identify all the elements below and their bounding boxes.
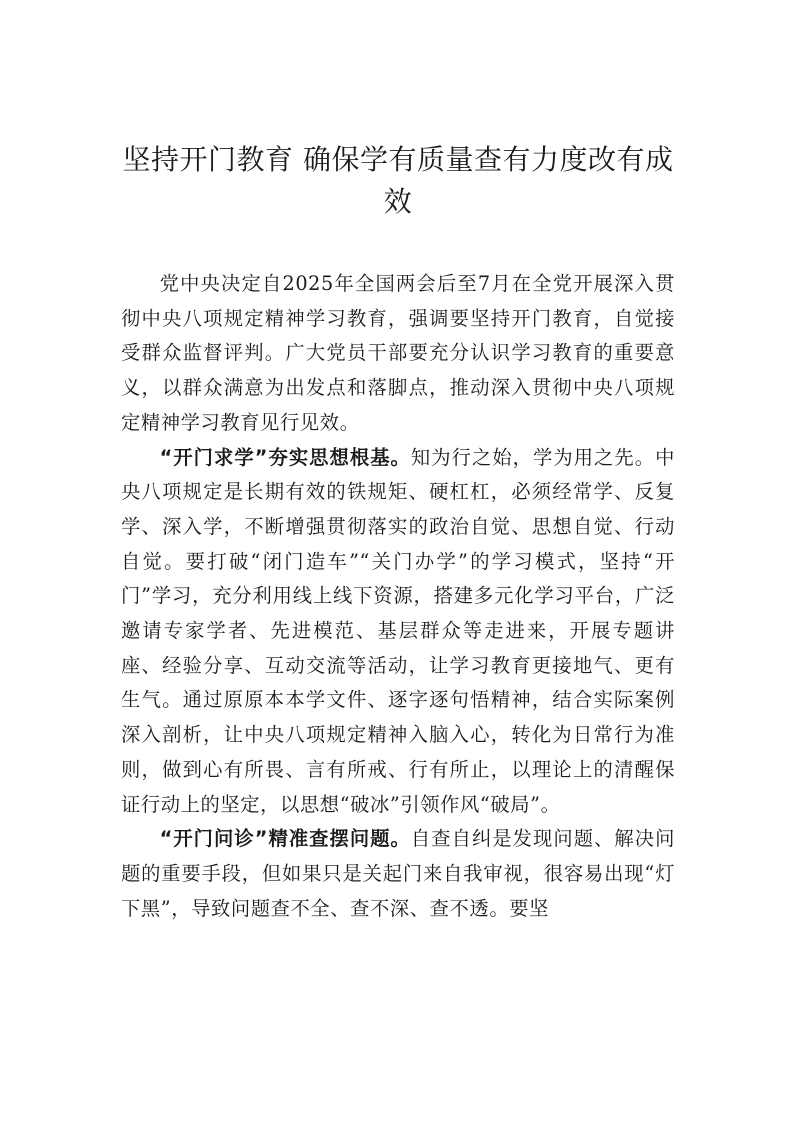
- paragraph-text: 知为行之始，学为用之先。中央八项规定是长期有效的铁规矩、硬杠杠，必须经常学、反复学、深入学，不断增强贯彻落实的政治自觉、思想自觉、行动自觉。要打破“闭门造车”“关门办学”的学习模式，坚持“开门”学习，充分利用线上线下资源，搭建多元化学习平台，广泛邀请专家学者、先进模范、基层群众等走进来，开展专题讲座、经验分享、互动交流等活动，让学习教育更接地气、更有生气。通过原原本本学文件、逐字逐句悟精神，结合实际案例深入剖析，让中央八项规定精神入脑入心，转化为日常行为准则，做到心有所畏、言有所戒、行有所止，以理论上的清醒保证行动上的坚定，以思想“破冰”引领作风“破局”。: [121, 445, 675, 816]
- paragraph-intro: [121, 267, 675, 441]
- document-title: 坚持开门教育 确保学有质量查有力度改有成效: [122, 143, 674, 218]
- document-body: [121, 267, 675, 926]
- paragraph-lead-heading: “开门求学”夯实思想根基。: [159, 445, 411, 469]
- paragraph-lead-heading: “开门问诊”精准查摆问题。: [159, 827, 411, 851]
- paragraph-open-diagnosis: [121, 822, 675, 926]
- paragraph-open-study: [121, 441, 675, 823]
- paragraph-text: 党中央决定自2025年全国两会后至7月在全党开展深入贯彻中央八项规定精神学习教育，强调要坚持开门教育，自觉接受群众监督评判。广大党员干部要充分认识学习教育的重要意义，以群众满意为出发点和落脚点，推动深入贯彻中央八项规定精神学习教育见行见效。: [121, 272, 675, 434]
- paragraph-text: 自查自纠是发现问题、解决问题的重要手段，但如果只是关起门来自我审视，很容易出现“灯下黑”，导致问题查不全、查不深、查不透。要坚: [121, 827, 675, 920]
